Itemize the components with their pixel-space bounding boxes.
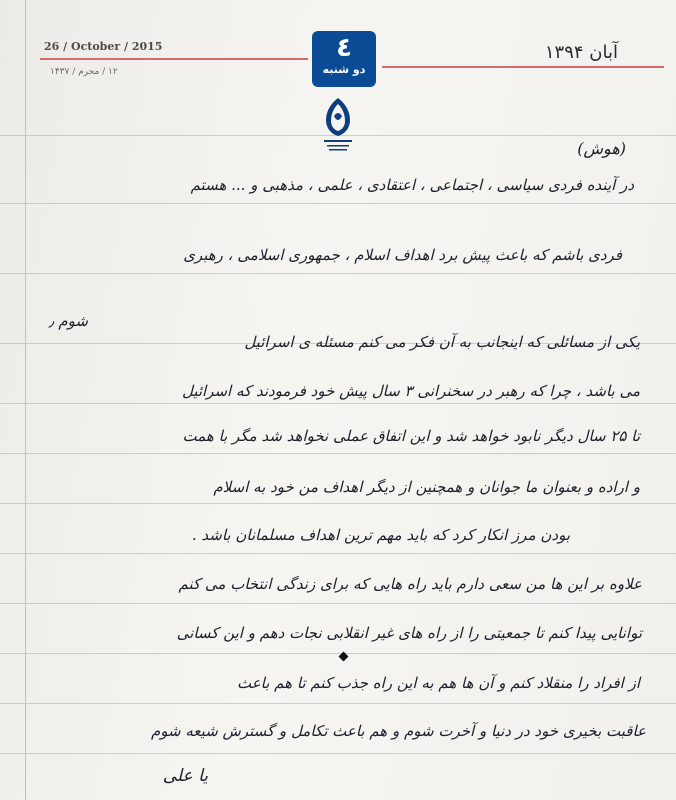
ruled-line — [0, 503, 676, 504]
letter-line: می باشد ، چرا که رهبر در سخنرانی ۳ سال پیش خود فرمودند که اسرائیل — [181, 382, 640, 400]
ruled-line — [0, 273, 676, 274]
ruled-line — [0, 603, 676, 604]
ruled-line — [0, 653, 676, 654]
ruled-line — [0, 553, 676, 554]
weekday-badge — [312, 31, 376, 87]
letter-heading: (هوش) — [577, 139, 626, 158]
letter-line: شوم ٫ — [48, 312, 88, 330]
margin-line — [25, 0, 26, 800]
gregorian-date: 26 / October / 2015 — [44, 40, 163, 53]
signature: یا علی — [162, 766, 208, 786]
day-name: دو شنبه — [322, 63, 366, 76]
ruled-line — [0, 453, 676, 454]
header-rule-right — [382, 66, 664, 68]
persian-date: آبان ۱۳۹۴ — [544, 42, 618, 63]
letter-line: در آینده فردی سیاسی ، اجتماعی ، اعتقادی ، علمی ، مذهبی و ... هستم — [190, 176, 634, 194]
hijri-date: ۱۲ / محرم / ۱۴۳۷ — [50, 67, 118, 77]
publisher-logo-icon — [318, 96, 358, 154]
letter-line: توانایی پیدا کنم تا جمعیتی را از راه های غیر انقلابی نجات دهم و این کسانی — [176, 624, 642, 642]
ruled-line — [0, 403, 676, 404]
letter-line: علاوه بر این ها من سعی دارم باید راه هایی که برای زندگی انتخاب می کنم — [178, 575, 642, 593]
letter-line: عاقبت بخیری خود در دنیا و آخرت شوم و هم باعث تکامل و گسترش شیعه شوم — [151, 722, 646, 740]
ruled-line — [0, 703, 676, 704]
letter-line: و اراده و بعنوان ما جوانان و همچنین از دیگر اهداف من خود به اسلام — [213, 478, 640, 496]
letter-line: یکی از مسائلی که اینجانب به آن فکر می کنم مسئله ی اسرائیل — [244, 333, 640, 351]
letter-line: از افراد را منقلاد کنم و آن ها هم به این راه جذب کنم تا هم باعث — [236, 674, 640, 692]
letter-line: تا ۲۵ سال دیگر نابود خواهد شد و این اتفاق عملی نخواهد شد مگر با همت — [182, 427, 640, 445]
day-number: ٤ — [336, 33, 352, 63]
header-rule-left — [40, 58, 308, 60]
letter-line: بودن مرز انکار کرد که باید مهم ترین اهداف مسلمانان باشد . — [191, 526, 570, 544]
ruled-line — [0, 753, 676, 754]
ruled-line — [0, 203, 676, 204]
letter-line: فردی باشم که باعث پیش برد اهداف اسلام ، جمهوری اسلامی ، رهبری — [183, 246, 622, 264]
